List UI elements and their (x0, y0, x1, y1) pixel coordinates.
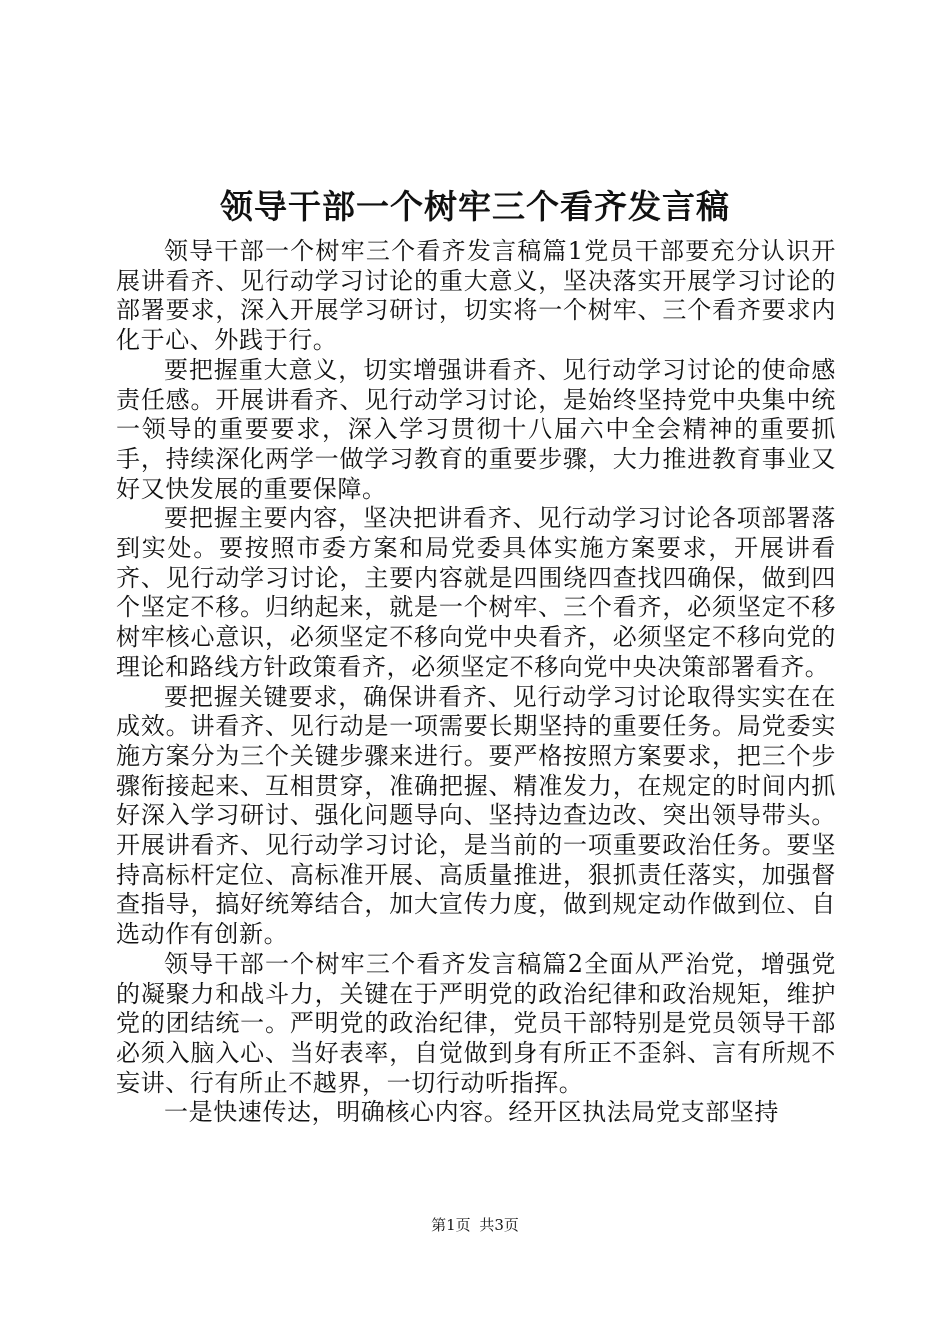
page-number: 第1页 (431, 1216, 471, 1234)
page-footer (0, 1215, 950, 1235)
paragraph: 一是快速传达，明确核心内容。经开区执法局党支部坚持 (164, 1098, 779, 1127)
document-body (116, 237, 836, 1128)
page-total: 共3页 (479, 1216, 519, 1234)
paragraph: 要把握关键要求，确保讲看齐、见行动学习讨论取得实实在在成效。讲看齐、见行动是一项需要长期坚持的重要任务。局党委实施方案分为三个关键步骤来进行。要严格按照方案要求，把三个步骤衔接起来、互相贯穿，准确把握、精准发力，在规定的时间内抓好深入学习研讨、强化问题导向、坚持边查边改、突出领导带头。开展讲看齐、见行动学习讨论，是当前的一项重要政治任务。要坚持高标杆定位、高标准开展、高质量推进，狠抓责任落实，加强督查指导，搞好统筹结合，加大宣传力度，做到规定动作做到位、自选动作有创新。 (116, 682, 836, 949)
paragraph: 要把握重大意义，切实增强讲看齐、见行动学习讨论的使命感责任感。开展讲看齐、见行动学习讨论，是始终坚持党中央集中统一领导的重要要求，深入学习贯彻十八届六中全会精神的重要抓手，持续深化两学一做学习教育的重要步骤，大力推进教育事业又好又快发展的重要保障。 (116, 355, 836, 503)
paragraph: 领导干部一个树牢三个看齐发言稿篇2全面从严治党，增强党的凝聚力和战斗力，关键在于严明党的政治纪律和政治规矩，维护党的团结统一。严明党的政治纪律，党员干部特别是党员领导干部必须入脑入心、当好表率，自觉做到身有所正不歪斜、言有所规不妄讲、行有所止不越界，一切行动听指挥。 (116, 949, 836, 1097)
document-title: 领导干部一个树牢三个看齐发言稿 (220, 187, 730, 226)
paragraph: 领导干部一个树牢三个看齐发言稿篇1党员干部要充分认识开展讲看齐、见行动学习讨论的重大意义，坚决落实开展学习讨论的部署要求，深入开展学习研讨，切实将一个树牢、三个看齐要求内化于心、外践于行。 (116, 237, 836, 355)
paragraph: 要把握主要内容，坚决把讲看齐、见行动学习讨论各项部署落到实处。要按照市委方案和局党委具体实施方案要求，开展讲看齐、见行动学习讨论，主要内容就是四围绕四查找四确保，做到四个坚定不移。归纳起来，就是一个树牢、三个看齐，必须坚定不移树牢核心意识，必须坚定不移向党中央看齐，必须坚定不移向党的理论和路线方针政策看齐，必须坚定不移向党中央决策部署看齐。 (116, 504, 836, 681)
